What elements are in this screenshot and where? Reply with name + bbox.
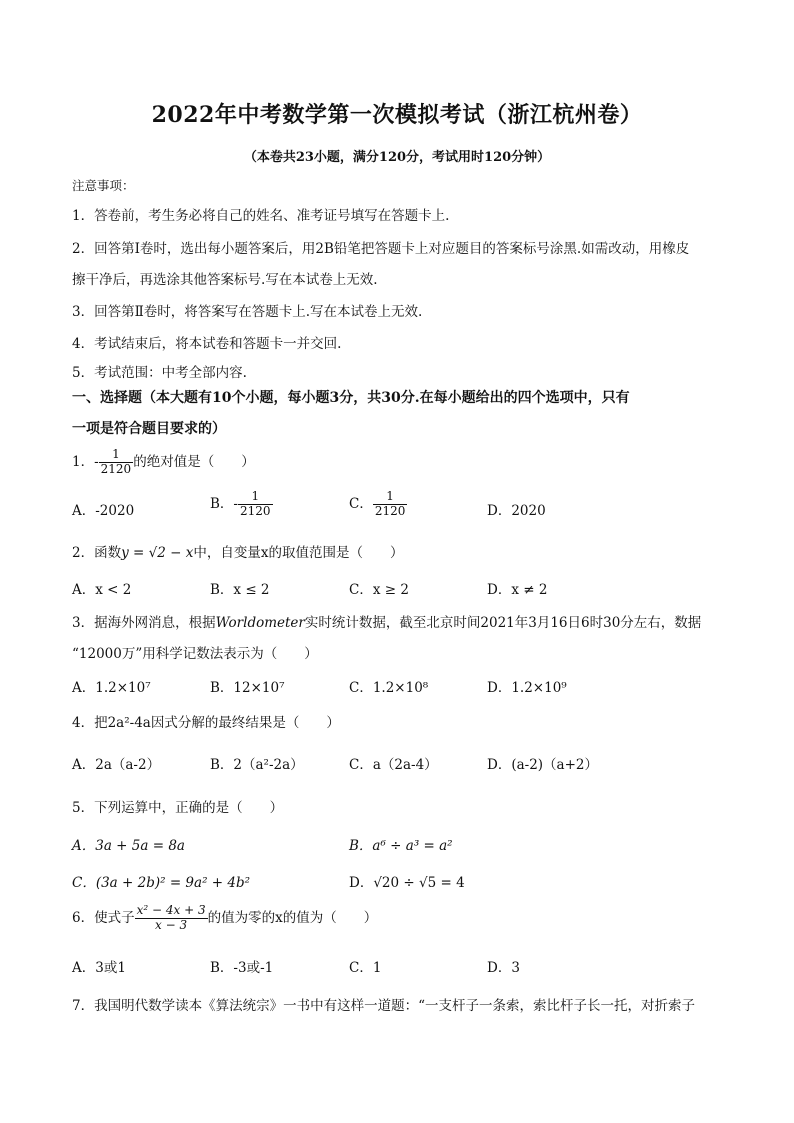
question-4: 4．把2a²-4a因式分解的最终结果是（ ） [72, 715, 340, 731]
fraction: $\frac{1}{2120}$ [100, 447, 132, 476]
notice-item: 5．考试范围：中考全部内容. [72, 365, 247, 381]
notice-item: 3．回答第Ⅱ卷时，将答案写在答题卡上.写在本试卷上无效. [72, 304, 423, 320]
option-c: C．1 [349, 960, 382, 976]
question-6: 6．使式子 $\frac{\text{x² − 4x + 3}}{x - 3}$ 的值为零的x的值为（ ） [72, 903, 378, 932]
option-d: D．1.2×10⁹ [487, 680, 567, 696]
option-a: A．2a（a-2） [72, 757, 161, 773]
question-1: 1．- $\frac{1}{2120}$ 的绝对值是（ ） [72, 447, 255, 476]
option-d: D．3 [487, 960, 520, 976]
question-2: 2．函数y = √2 − x中，自变量x的取值范围是（ ） [72, 545, 404, 561]
question-3-cont: “12000万”用科学记数法表示为（ ） [72, 646, 318, 662]
notice-item: 2．回答第Ⅰ卷时，选出每小题答案后，用2B铅笔把答题卡上对应题目的答案标号涂黑.如需改动，用橡皮 [72, 241, 690, 257]
question-7: 7．我国明代数学读本《算法统宗》一书中有这样一道题：“一支杆子一条索，索比杆子长一托，对折索子 [72, 998, 695, 1014]
option-b: B．- $\frac{1}{2120}$ [210, 489, 271, 518]
option-a: A．-2020 [72, 503, 135, 519]
option-b: B．12×10⁷ [210, 680, 285, 696]
formula: y = √2 − x [121, 545, 194, 561]
notice-item: 4．考试结束后，将本试卷和答题卡一并交回. [72, 336, 342, 352]
option-d: D．2020 [487, 503, 546, 519]
option-c: C．x ≥ 2 [349, 582, 409, 598]
option-b: B．a⁶ ÷ a³ = a² [349, 838, 453, 854]
notice-item: 1．答卷前，考生务必将自己的姓名、准考证号填写在答题卡上. [72, 208, 450, 224]
question-5: 5．下列运算中，正确的是（ ） [72, 800, 284, 816]
option-c: C．(3a + 2b)² = 9a² + 4b² [72, 875, 251, 891]
option-c: C．1.2×10⁸ [349, 680, 429, 696]
notice-item: 擦干净后，再选涂其他答案标号.写在本试卷上无效. [72, 272, 378, 288]
option-d: D．x ≠ 2 [487, 582, 548, 598]
page-subtitle: （本卷共23小题，满分120分，考试用时120分钟） [243, 150, 551, 165]
option-b: B．x ≤ 2 [210, 582, 270, 598]
option-c: C． $\frac{1}{2120}$ [349, 489, 406, 518]
page-title: 2022年中考数学第一次模拟考试（浙江杭州卷） [151, 102, 643, 128]
option-a: A．3a + 5a = 8a [72, 838, 185, 854]
option-d: D．√20 ÷ √5 = 4 [349, 875, 465, 891]
section-heading: 一、选择题（本大题有10个小题，每小题3分，共30分.在每小题给出的四个选项中，只有 [72, 390, 630, 406]
fraction: $\frac{1}{2120}$ [374, 489, 406, 518]
option-b: B．-3或-1 [210, 960, 274, 976]
option-b: B．2（a²-2a） [210, 757, 304, 773]
fraction: $\frac{1}{2120}$ [239, 489, 271, 518]
option-d: D．(a-2)（a+2） [487, 757, 599, 773]
option-a: A．3或1 [72, 960, 126, 976]
notice-heading: 注意事项： [72, 178, 135, 193]
section-heading-cont: 一项是符合题目要求的） [72, 421, 226, 437]
option-c: C．a（2a-4） [349, 757, 438, 773]
option-a: A．x < 2 [72, 582, 132, 598]
question-3: 3．据海外网消息，根据Worldometer实时统计数据，截至北京时间2021年3月16日6时30分左右，数据 [72, 615, 702, 631]
option-a: A．1.2×10⁷ [72, 680, 151, 696]
fraction: $\frac{\text{x² − 4x + 3}}{x - 3}$ [136, 903, 206, 932]
